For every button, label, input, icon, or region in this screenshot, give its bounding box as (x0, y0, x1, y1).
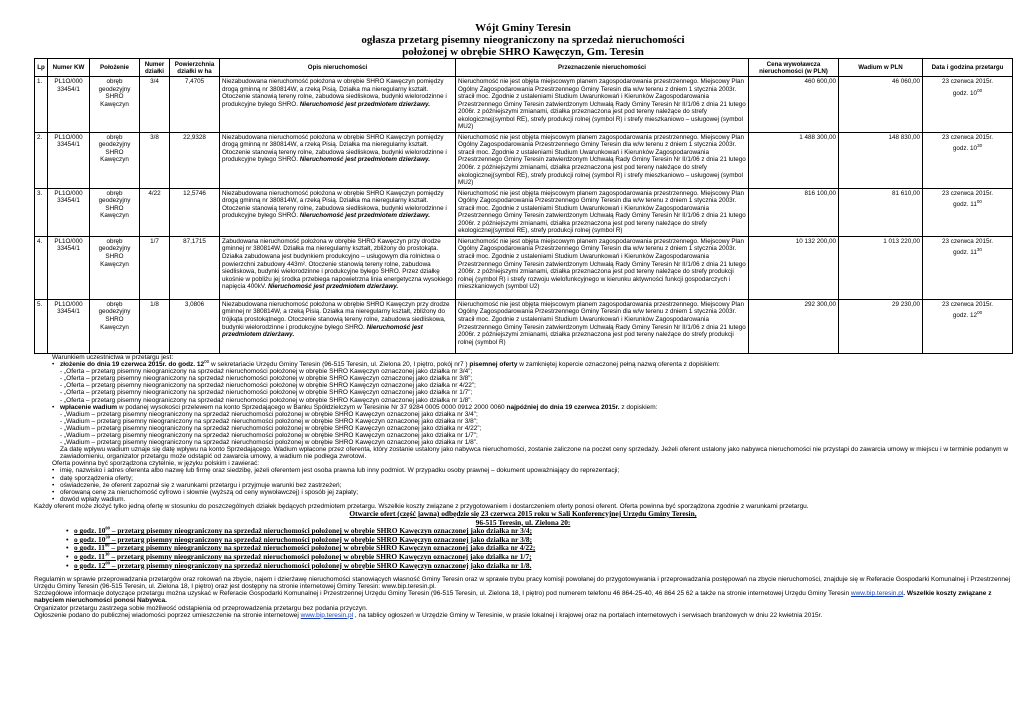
offer-line: - „Oferta – przetarg pisemny nieograniczony na sprzedaż nieruchomości położonej w obrębie SHRO Kawęczyn oznaczonej jako działka nr 3/8”; (60, 375, 473, 383)
cell-opis (220, 132, 456, 188)
cell-przeznaczenie: Nieruchomość nie jest objęta miejscowym planem zagospodarowania przestrzennego. Miejscowy Plan Ogólny Zagospodarowania Przestrzennego Gminy Teresin dla w/w terenu z dniem 1 stycznia 2003r. stracił moc. Zgodnie z ustaleniami Studium Uwarunkowań i Kierunków Zagospodarowania Przestrzennego Gminy Teresin zatwierdzonym Uchwałą Rady Gminy Teresin Nr II/1/06 z dnia 21 lutego 2006r. z późniejszymi zmianami, działka przeznaczona jest pod tereny należące do strefy ekologicznej(symbol RE), strefy produkcji rolnej (symbol R) (456, 188, 749, 236)
content-item-text: imię, nazwisko i adres oferenta albo nazwę lub firmę oraz siedzibę, jeżeli oferentem jest osoba prawna lub inny podmiot. W przypadku osoby prawnej – dokument upoważniający do reprezentacji; (60, 467, 620, 475)
data-minutes: 00 (977, 310, 983, 316)
opis-text: Niezabudowana nieruchomość położona w obrębie SHRO Kawęczyn pomiędzy drogą gminną nr 380814W, a rzeką Pisią. Działka ma nieregularny kształt. Otoczenie stanowią tereny rolne, zabudowa siedliskowa, budynki wielorodzinne i produkcyjne byłego SHRO. (222, 133, 447, 164)
costs-note: . Wszelkie koszty związane z nabyciem nieruchomości ponosi Nabywca. (34, 590, 992, 605)
col-header-przeznaczenie: Przeznaczenie nieruchomości (456, 59, 749, 77)
cell-cena: 816 100,00 (749, 188, 839, 236)
cell-opis (220, 188, 456, 236)
schedule-text: – przetarg pisemny nieograniczony na sprzedaż nieruchomości położonej w obrębie SHRO Kawęczyn oznaczonej jako działka nr 1/8. (109, 560, 532, 570)
cell-kw: PL1O/000 33454/1 (48, 188, 90, 236)
regulamin-paragraph: Regulamin w sprawie przeprowadzania przetargów oraz rokowań na zbycie, najem i dzierżawę nieruchomości stanowiących własność Gminy Teresin oraz w sprawie trybu pracy komisji powołanej do przygotowywania i przeprowadzania postępowań na zbycie nieruchomości, znajduje się w Referacie Gospodarki Komunalnej i Przestrzennej Urzędu Gminy Teresin (96-515 Teresin, ul. Zielona 18, I piętro) oraz jest dostępny na stronie internetowej Gminy Teresin: www.bip.teresin.pl. (34, 576, 1011, 591)
bullet-icon: • (52, 488, 55, 496)
offer-line: - „Oferta – przetarg pisemny nieograniczony na sprzedaż nieruchomości położonej w obrębie SHRO Kawęczyn oznaczonej jako działka nr 1/7”; (60, 389, 473, 397)
bullet-icon: • (66, 543, 69, 553)
cell-opis (220, 236, 456, 299)
table-row (35, 236, 1013, 299)
bullet-icon: • (66, 526, 69, 536)
info-text: Szczegółowe informacje dotyczące przetargu można uzyskać w Referacie Gospodarki Komunalnej i Przestrzennej Urzędu Gminy Teresin (96-515 Teresin, ul. Zielona 18, I piętro) pod numerem telefonu 46 864-25-40, 46 864 25 62 a także na stronie internetowej Urzędu Gminy Teresin (34, 590, 851, 598)
cell-wadium: 46 060,00 (839, 77, 923, 133)
cell-data (923, 299, 1013, 353)
content-item-text: datę sporządzenia oferty; (60, 474, 133, 482)
content-item-text: dowód wpłaty wadium. (60, 495, 126, 503)
data-hour: godz. 12 (952, 312, 978, 320)
cell-lp: 5. (35, 299, 48, 353)
bullet-icon: • (52, 474, 55, 482)
data-date: 23 czerwca 2015r. (941, 189, 994, 197)
col-header-opis: Opis nieruchomości (220, 59, 456, 77)
schedule-minutes: 00 (105, 560, 110, 566)
col-header-data: Data i godzina przetargu (923, 59, 1013, 77)
opis-dzierzawa: Nieruchomość jest przedmiotem dzierżawy. (299, 212, 430, 220)
bullet-icon: • (52, 361, 55, 369)
col-header-polozenie: Położenie (90, 59, 140, 77)
data-date: 23 czerwca 2015r. (941, 133, 994, 141)
content-item-text: oferowaną cenę za nieruchomość cyfrowo i słownie (wyższą od ceny wywoławczej) i sposób jej zapłaty; (60, 488, 359, 496)
opening-line-2: 96-515 Teresin, ul. Zielona 20: (475, 517, 571, 527)
cell-data (923, 132, 1013, 188)
cell-przeznaczenie: Nieruchomość nie jest objęta miejscowym planem zagospodarowania przestrzennego. Miejscowy Plan Ogólny Zagospodarowania Przestrzennego Gminy Teresin dla w/w terenu z dniem 1 stycznia 2003r. stracił moc. Zgodnie z ustaleniami Studium Uwarunkowań i Kierunków Zagospodarowania Przestrzennego Gminy Teresin zatwierdzonym Uchwałą Rady Gminy Teresin Nr II/1/06 z dnia 21 lutego 2006r. z późniejszymi zmianami, działka przeznaczona jest pod tereny należące do strefy ekologicznej(symbol RE), strefy produkcji rolnej (symbol R) i strefy mieszkaniowo – usługowej (symbol MU2) (456, 77, 749, 133)
cell-powierzchnia: 3,0806 (170, 299, 220, 353)
publication-text: Ogłoszenie podano do publicznej wiadomości poprzez umieszczenie na stronie internetowej (34, 611, 301, 619)
offer-content-intro: Oferta powinna być sporządzona czytelnie, w języku polskim i zawierać: (52, 460, 260, 468)
cell-opis (220, 77, 456, 133)
cell-data (923, 236, 1013, 299)
cell-polozenie: obręb geodezyjny SHRO Kawęczyn (90, 299, 140, 353)
opis-dzierzawa: Nieruchomość jest przedmiotem dzierżawy. (222, 323, 423, 339)
offer-line: - „Oferta – przetarg pisemny nieograniczony na sprzedaż nieruchomości położonej w obrębie SHRO Kawęczyn oznaczonej jako działka nr 3/4”; (60, 368, 473, 376)
each-oferent-note: Każdy oferent może złożyć tylko jedną ofertę w stosunku do poszczególnych działek będących przedmiotem przetargu. Wszelkie koszty związane z przygotowaniem i dostarczeniem oferty ponosi oferent. Oferta powinna być sporządzona zgodnie z warunkami przetargu. (34, 502, 809, 510)
cell-powierzchnia: 22,9328 (170, 132, 220, 188)
schedule-hour: o godz. 11 (74, 551, 106, 561)
cell-lp: 2. (35, 132, 48, 188)
cell-lp: 4. (35, 236, 48, 299)
document-header (34, 22, 1012, 58)
data-minutes: 30 (976, 247, 982, 253)
wadium-note: Za datę wpływu wadium uznaje się datę wpływu na konto Sprzedającego. Wadium wpłacone przez oferenta, który zostanie ustalony jako nabywca nieruchomości, zostanie zaliczone na poczet ceny sprzedaży. Jeżeli oferent ustalony jako nabywca nieruchomości nie przystąpi do zawarcia umowy w miejscu i w terminie podanym w zawiadomieniu, organizator przetargu może odstąpić od zawarcia umowy, a wadium nie podlega zwrotowi. (60, 446, 1009, 461)
cell-dzialka: 4/22 (140, 188, 170, 236)
offer-deadline-minutes: 00 (204, 358, 210, 364)
cell-polozenie: obręb geodezyjny SHRO Kawęczyn (90, 77, 140, 133)
bullet-icon: • (52, 481, 55, 489)
header-line-3: położonej w obrębie SHRO Kawęczyn, Gm. Teresin (402, 46, 644, 58)
table-row (35, 188, 1013, 236)
offer-line: - „Oferta – przetarg pisemny nieograniczony na sprzedaż nieruchomości położonej w obrębie SHRO Kawęczyn oznaczonej jako działka nr 4/22”; (60, 382, 476, 390)
cell-dzialka: 1/7 (140, 236, 170, 299)
table-row (35, 77, 1013, 133)
bullet-icon: • (66, 534, 69, 544)
col-header-kw: Numer KW (48, 59, 90, 77)
schedule-hour: o godz. 10 (74, 526, 106, 536)
wadium-deadline: najpóźniej do dnia 19 czerwca 2015r. (506, 403, 620, 411)
cell-dzialka: 3/8 (140, 132, 170, 188)
cell-cena: 460 600,00 (749, 77, 839, 133)
bullet-icon: • (66, 551, 69, 561)
cell-wadium: 148 830,00 (839, 132, 923, 188)
col-header-powierzchnia: Powierzchnia działki w ha (170, 59, 220, 77)
cell-kw: PL1O/000 33454/1 (48, 77, 90, 133)
offer-content-item (34, 489, 1012, 496)
cell-polozenie: obręb geodezyjny SHRO Kawęczyn (90, 236, 140, 299)
col-header-cena: Cena wywoławcza nieruchomości (w PLN) (749, 59, 839, 77)
opis-dzierzawa: Nieruchomość jest przedmiotem dzierżawy. (267, 283, 399, 291)
bullet-icon: • (52, 495, 55, 503)
closing-section (34, 576, 1012, 619)
wadium-line: - „Wadium – przetarg pisemny nieograniczony na sprzedaż nieruchomości położonej w obrębie SHRO Kawęczyn oznaczonej jako działka nr 1/7”; (60, 431, 478, 439)
offer-place: w sekretariacie Urzędu Gminy Teresin (96-515 Teresin, ul. Zielona 20, I piętro, pokój nr7 ) (209, 361, 470, 369)
header-line-1: Wójt Gminy Teresin (475, 22, 571, 34)
offer-label: pisemnej oferty (469, 361, 518, 369)
data-hour: godz. 11 (953, 249, 977, 257)
opis-text: Niezabudowana nieruchomość położona w obrębie SHRO Kawęczyn pomiędzy drogą gminną nr 380814W, a rzeką Pisią. Działka ma nieregularny kształt. Otoczenie stanowią tereny rolne, zabudowa siedliskowa, budynki wielorodzinne i produkcyjne byłego SHRO. (222, 78, 447, 108)
cell-data (923, 188, 1013, 236)
cell-wadium: 81 610,00 (839, 188, 923, 236)
wadium-instructions: z dopiskiem: (619, 403, 658, 411)
cell-wadium: 1 013 220,00 (839, 236, 923, 299)
offer-content-item (34, 496, 1012, 503)
schedule-text: – przetarg pisemny nieograniczony na sprzedaż nieruchomości położonej w obrębie SHRO Kawęczyn oznaczonej jako działka nr 1/7; (109, 551, 532, 561)
data-date: 23 czerwca 2015r. (941, 300, 994, 308)
cell-przeznaczenie: Nieruchomość nie jest objęta miejscowym planem zagospodarowania przestrzennego. Miejscowy Plan Ogólny Zagospodarowania Przestrzennego Gminy Teresin dla w/w terenu z dniem 1 stycznia 2003r. stracił moc. Zgodnie z ustaleniami Studium Uwarunkowań i Kierunków Zagospodarowania Przestrzennego Gminy Teresin zatwierdzonym Uchwałą Rady Gminy Teresin Nr II/1/06 z dnia 21 lutego 2006r. z późniejszymi zmianami, działka przeznaczona jest pod tereny należące do strefy produkcji rolnej (symbol R) (456, 299, 749, 353)
schedule-minutes: 00 (105, 542, 110, 548)
bullet-icon: • (52, 403, 55, 411)
cell-kw: PL1O/000 33454/1 (48, 236, 90, 299)
publication-text-end: , na tablicy ogłoszeń w Urzędzie Gminy w Teresinie, w prasie lokalnej i krajowej oraz na portalach internetowych i serwisach branżowych w dniu 22 kwietnia 2015r. (353, 611, 823, 619)
wadium-line: - „Wadium – przetarg pisemny nieograniczony na sprzedaż nieruchomości położonej w obrębie SHRO Kawęczyn oznaczonej jako działka nr 3/4”; (60, 410, 478, 418)
offer-content-item (34, 475, 1012, 482)
header-line-2: ogłasza przetarg pisemny nieograniczony na sprzedaż nieruchomości (361, 34, 685, 46)
data-minutes: 30 (977, 143, 983, 149)
cell-powierzchnia: 7,4705 (170, 77, 220, 133)
offer-instructions: w zamkniętej kopercie oznaczonej pełną nazwą oferenta z dopiskiem: (517, 361, 720, 369)
opening-heading (34, 510, 1012, 527)
cell-cena: 292 300,00 (749, 299, 839, 353)
property-table (34, 58, 1013, 354)
bullet-icon: • (52, 467, 55, 475)
schedule-item (34, 562, 1012, 571)
cell-przeznaczenie: Nieruchomość nie jest objęta miejscowym planem zagospodarowania przestrzennego. Miejscowy Plan Ogólny Zagospodarowania Przestrzennego Gminy Teresin dla w/w terenu z dniem 1 stycznia 2003r. stracił moc. Zgodnie z ustaleniami Studium Uwarunkowań i Kierunków Zagospodarowania Przestrzennego Gminy Teresin zatwierdzonym Uchwałą Rady Gminy Teresin Nr II/1/06 z dnia 21 lutego 2006r. z późniejszymi zmianami, działka przeznaczona jest pod tereny należące do strefy produkcji rolnej (symbol R) i strefy rozwoju wielofunkcyjnego w kierunku aktywności funkcji gospodarczych i mieszkaniowych (symbol U2) (456, 236, 749, 299)
schedule-text: – przetarg pisemny nieograniczony na sprzedaż nieruchomości położonej w obrębie SHRO Kawęczyn oznaczonej jako działka nr 4/22; (109, 543, 536, 553)
cell-dzialka: 3/4 (140, 77, 170, 133)
cell-powierzchnia: 12,5746 (170, 188, 220, 236)
info-paragraph (34, 590, 1012, 604)
data-hour: godz. 10 (952, 89, 978, 97)
cell-powierzchnia: 87,1715 (170, 236, 220, 299)
table-row (35, 299, 1013, 353)
bullet-icon: • (66, 560, 69, 570)
schedule-minutes: 30 (105, 534, 110, 540)
opening-line-1: Otwarcie ofert (część jawna) odbędzie się 23 czerwca 2015 roku w Sali Konferencyjnej Urzędu Gminy Teresin, (349, 509, 697, 518)
schedule-hour: o godz. 10 (74, 534, 106, 544)
cell-przeznaczenie: Nieruchomość nie jest objęta miejscowym planem zagospodarowania przestrzennego. Miejscowy Plan Ogólny Zagospodarowania Przestrzennego Gminy Teresin dla w/w terenu z dniem 1 stycznia 2003r. stracił moc. Zgodnie z ustaleniami Studium Uwarunkowań i Kierunków Zagospodarowania Przestrzennego Gminy Teresin zatwierdzonym Uchwałą Rady Gminy Teresin Nr II/1/06 z dnia 21 lutego 2006r. z późniejszymi zmianami, działka przeznaczona jest pod tereny należące do strefy ekologicznej(symbol RE), strefy produkcji rolnej (symbol R) i strefy mieszkaniowo – usługowej (symbol MU2) (456, 132, 749, 188)
col-header-dzialka: Numer działki (140, 59, 170, 77)
schedule-hour: o godz. 12 (74, 560, 106, 570)
content-item-text: oświadczenie, że oferent zapoznał się z warunkami przetargu i przyjmuje warunki bez zastrzeżeń; (60, 481, 342, 489)
bip-link[interactable]: www.bip.teresin.pl (850, 590, 904, 598)
opening-schedule (34, 527, 1012, 570)
conditions-section (34, 354, 1012, 510)
conditions-intro: Warunkiem uczestnictwa w przetargu jest: (52, 353, 174, 361)
opis-dzierzawa: Nieruchomość jest przedmiotem dzierżawy. (299, 100, 430, 108)
wadium-line: - „Wadium – przetarg pisemny nieograniczony na sprzedaż nieruchomości położonej w obrębie SHRO Kawęczyn oznaczonej jako działka nr 3/8”; (60, 417, 478, 425)
schedule-hour: o godz. 11 (74, 543, 106, 553)
cell-dzialka: 1/8 (140, 299, 170, 353)
opis-text: Zabudowana nieruchomość położona w obrębie SHRO Kawęczyn przy drodze gminnej nr 380814W. Działka ma nieregularny kształt, zbliżony do prostokąta. Działka zabudowana jest budynkiem produkcyjno – usługowym dla rolnictwa o powierzchni zabudowy 443m². Otoczenie stanowią tereny rolne, zabudowa siedliskowa, budynki wielorodzinne i produkcyjne byłego SHRO. Przez działkę ukośnie w pobliżu jej środka przebiega napowietrzna linia energetyczna wysokiego napięcia 400kV. (222, 237, 453, 291)
wadium-line: - „Wadium – przetarg pisemny nieograniczony na sprzedaż nieruchomości położonej w obrębie SHRO Kawęczyn oznaczonej jako działka nr 1/8”. (60, 439, 478, 447)
data-minutes: 00 (976, 199, 982, 205)
data-hour: godz. 10 (952, 145, 978, 153)
cell-opis (220, 299, 456, 353)
cell-kw: PL1O/000 33454/1 (48, 132, 90, 188)
table-header-row (35, 59, 1013, 77)
cell-polozenie: obręb geodezyjny SHRO Kawęczyn (90, 132, 140, 188)
opis-text: Niezabudowana nieruchomość położona w obrębie SHRO Kawęczyn przy drodze gminnej nr 380814W, a rzeką Pisią. Działka ma nieregularny kształt, zbliżony do trójkąta prostokątnego. Otoczenie stanowią tereny rolne, zabudowa siedliskowa, budynki wielorodzinne i produkcyjne byłego SHRO. (222, 300, 450, 331)
data-date: 23 czerwca 2015r. (941, 237, 994, 245)
schedule-text: – przetarg pisemny nieograniczony na sprzedaż nieruchomości położonej w obrębie SHRO Kawęczyn oznaczonej jako działka nr 3/8; (109, 534, 533, 544)
wadium-label: wpłacenie wadium (60, 403, 118, 411)
wadium-line: - „Wadium – przetarg pisemny nieograniczony na sprzedaż nieruchomości położonej w obrębie SHRO Kawęczyn oznaczonej jako działka nr 4/22”; (60, 424, 482, 432)
offer-deadline: złożenie do dnia 19 czerwca 2015r. do godz. 12 (60, 361, 205, 369)
cell-cena: 10 132 200,00 (749, 236, 839, 299)
bip-link[interactable]: www.bip.teresin.pl (300, 611, 354, 619)
opis-dzierzawa: Nieruchomość jest przedmiotem dzierżawy. (299, 156, 430, 164)
col-header-lp: Lp (35, 59, 48, 77)
condition-offer (34, 358, 1012, 369)
data-date: 23 czerwca 2015r. (941, 78, 994, 85)
offer-content-item (34, 482, 1012, 489)
cell-cena: 1 488 300,00 (749, 132, 839, 188)
data-minutes: 00 (977, 87, 983, 93)
withdrawal-note: Organizator przetargu zastrzega sobie możliwość odstąpienia od przeprowadzenia przetargu bez podania przyczyn. (34, 604, 368, 612)
schedule-minutes: 00 (105, 525, 110, 531)
cell-lp: 1. (35, 77, 48, 133)
col-header-wadium: Wadium w PLN (839, 59, 923, 77)
data-hour: godz. 11 (953, 201, 977, 209)
cell-polozenie: obręb geodezyjny SHRO Kawęczyn (90, 188, 140, 236)
cell-data (923, 77, 1013, 133)
offer-content-item (34, 467, 1012, 474)
cell-wadium: 29 230,00 (839, 299, 923, 353)
publication-paragraph (34, 612, 1012, 619)
cell-lp: 3. (35, 188, 48, 236)
condition-wadium (34, 404, 1012, 411)
schedule-text: – przetarg pisemny nieograniczony na sprzedaż nieruchomości położonej w obrębie SHRO Kawęczyn oznaczonej jako działka nr 3/4; (109, 526, 533, 536)
wadium-account: w podanej wysokości przelewem na konto Sprzedającego w Banku Spółdzielczym w Teresinie Nr 37 9284 0005 0000 0912 2000 0060 (117, 403, 507, 411)
cell-kw: PL1O/000 33454/1 (48, 299, 90, 353)
schedule-minutes: 30 (105, 551, 110, 557)
offer-line: - „Oferta – przetarg pisemny nieograniczony na sprzedaż nieruchomości położonej w obrębie SHRO Kawęczyn oznaczonej jako działka nr 1/8”. (60, 396, 473, 404)
opis-text: Niezabudowana nieruchomość położona w obrębie SHRO Kawęczyn pomiędzy drogą gminną nr 380814W, a rzeką Pisią. Działka ma nieregularny kształt. Otoczenie stanowią tereny rolne, zabudowa siedliskowa, budynki wielorodzinne i produkcyjne byłego SHRO. (222, 189, 447, 220)
table-row (35, 132, 1013, 188)
